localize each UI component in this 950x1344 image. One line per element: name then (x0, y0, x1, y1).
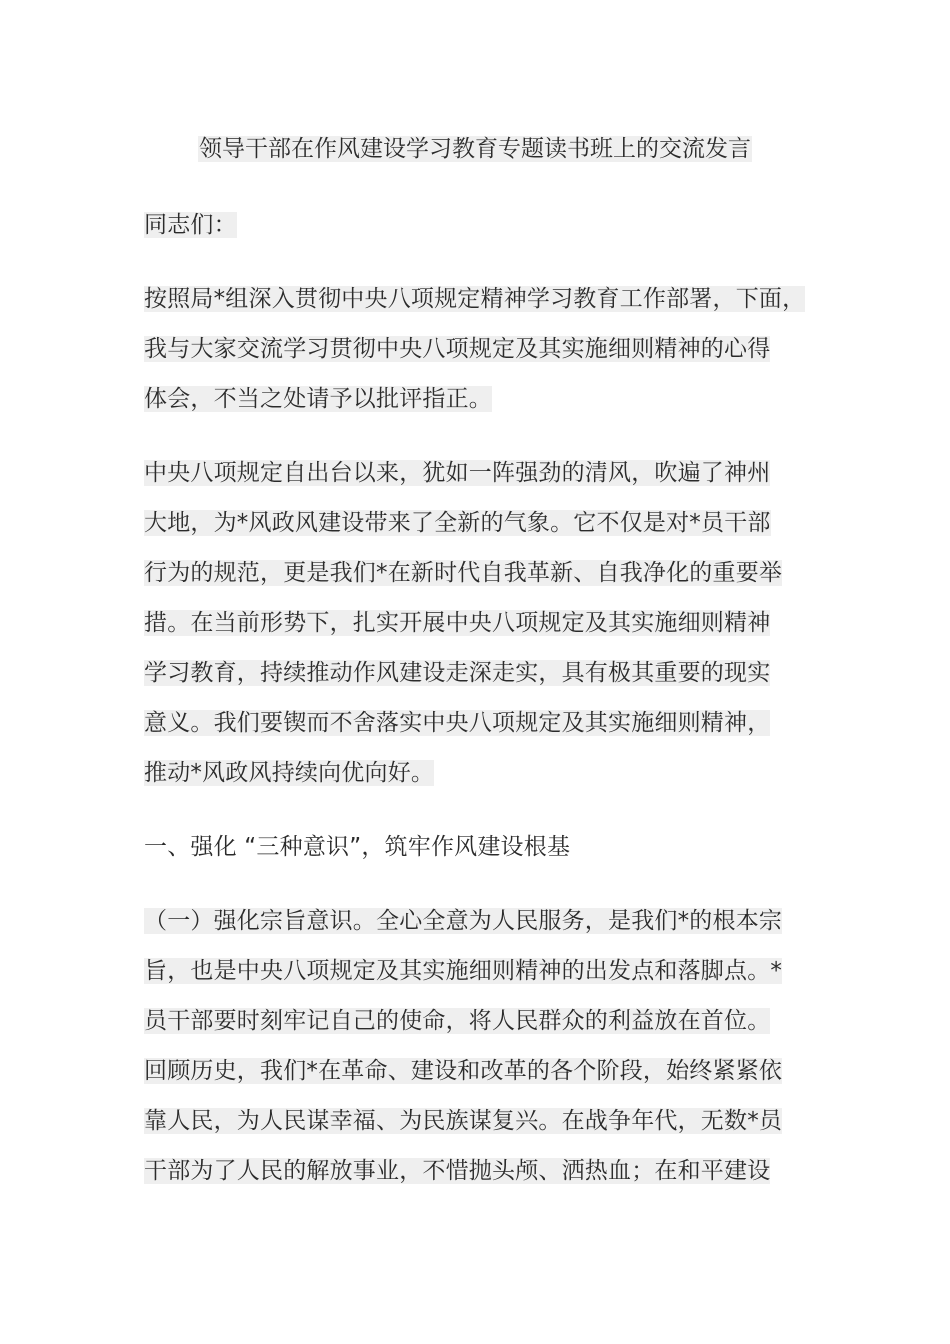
paragraph-line-text: 行为的规范，更是我们*在新时代自我革新、自我净化的重要举 (144, 560, 783, 586)
paragraph-line (144, 903, 782, 939)
paragraph-line-text: 我与大家交流学习贯彻中央八项规定及其实施细则精神的心得 (144, 336, 771, 362)
paragraph-line (144, 953, 782, 989)
paragraph-line (144, 1053, 782, 1089)
paragraph-line-text: （一）强化宗旨意识。全心全意为人民服务，是我们*的根本宗 (144, 908, 783, 934)
document-title (0, 131, 950, 167)
paragraph-line-text: 措。在当前形势下，扎实开展中央八项规定及其实施细则精神 (144, 610, 771, 636)
paragraph-line-text: 员干部要时刻牢记自己的使命，将人民群众的利益放在首位。 (144, 1008, 771, 1034)
paragraph-line-text: 推动*风政风持续向优向好。 (144, 760, 435, 786)
paragraph-line (144, 1003, 770, 1039)
paragraph-line (144, 455, 770, 491)
document-title-text: 领导干部在作风建设学习教育专题读书班上的交流发言 (199, 136, 751, 162)
paragraph-line (144, 1153, 770, 1189)
paragraph-line-text: 学习教育，持续推动作风建设走深走实，具有极其重要的现实 (144, 660, 771, 686)
paragraph-line (144, 705, 770, 741)
paragraph-line (144, 555, 782, 591)
paragraph-line (144, 1103, 782, 1139)
salutation-text: 同志们： (144, 212, 237, 238)
paragraph-line-text: 干部为了人民的解放事业，不惜抛头颅、洒热血；在和平建设 (144, 1158, 771, 1184)
section-heading-text: 一、强化 “三种意识”，筑牢作风建设根基 (144, 834, 571, 860)
paragraph-line (144, 331, 770, 367)
section-heading (144, 829, 570, 865)
paragraph-line-text: 意义。我们要锲而不舍落实中央八项规定及其实施细则精神， (144, 710, 771, 736)
paragraph-line-text: 旨，也是中央八项规定及其实施细则精神的出发点和落脚点。* (144, 958, 783, 984)
paragraph-line (144, 655, 770, 691)
paragraph-line (144, 605, 770, 641)
paragraph-line-text: 靠人民，为人民谋幸福、为民族谋复兴。在战争年代，无数*员 (144, 1108, 783, 1134)
paragraph-line (144, 505, 771, 541)
paragraph-line-text: 按照局*组深入贯彻中央八项规定精神学习教育工作部署，下面， (144, 286, 806, 312)
paragraph-line-text: 回顾历史，我们*在革命、建设和改革的各个阶段，始终紧紧依 (144, 1058, 783, 1084)
salutation (144, 207, 237, 243)
paragraph-line (144, 755, 434, 791)
paragraph-line (144, 381, 492, 417)
paragraph-line-text: 体会，不当之处请予以批评指正。 (144, 386, 492, 412)
paragraph-line-text: 大地，为*风政风建设带来了全新的气象。它不仅是对*员干部 (144, 510, 771, 536)
paragraph-line-text: 中央八项规定自出台以来，犹如一阵强劲的清风，吹遍了神州 (144, 460, 771, 486)
paragraph-line (144, 281, 805, 317)
